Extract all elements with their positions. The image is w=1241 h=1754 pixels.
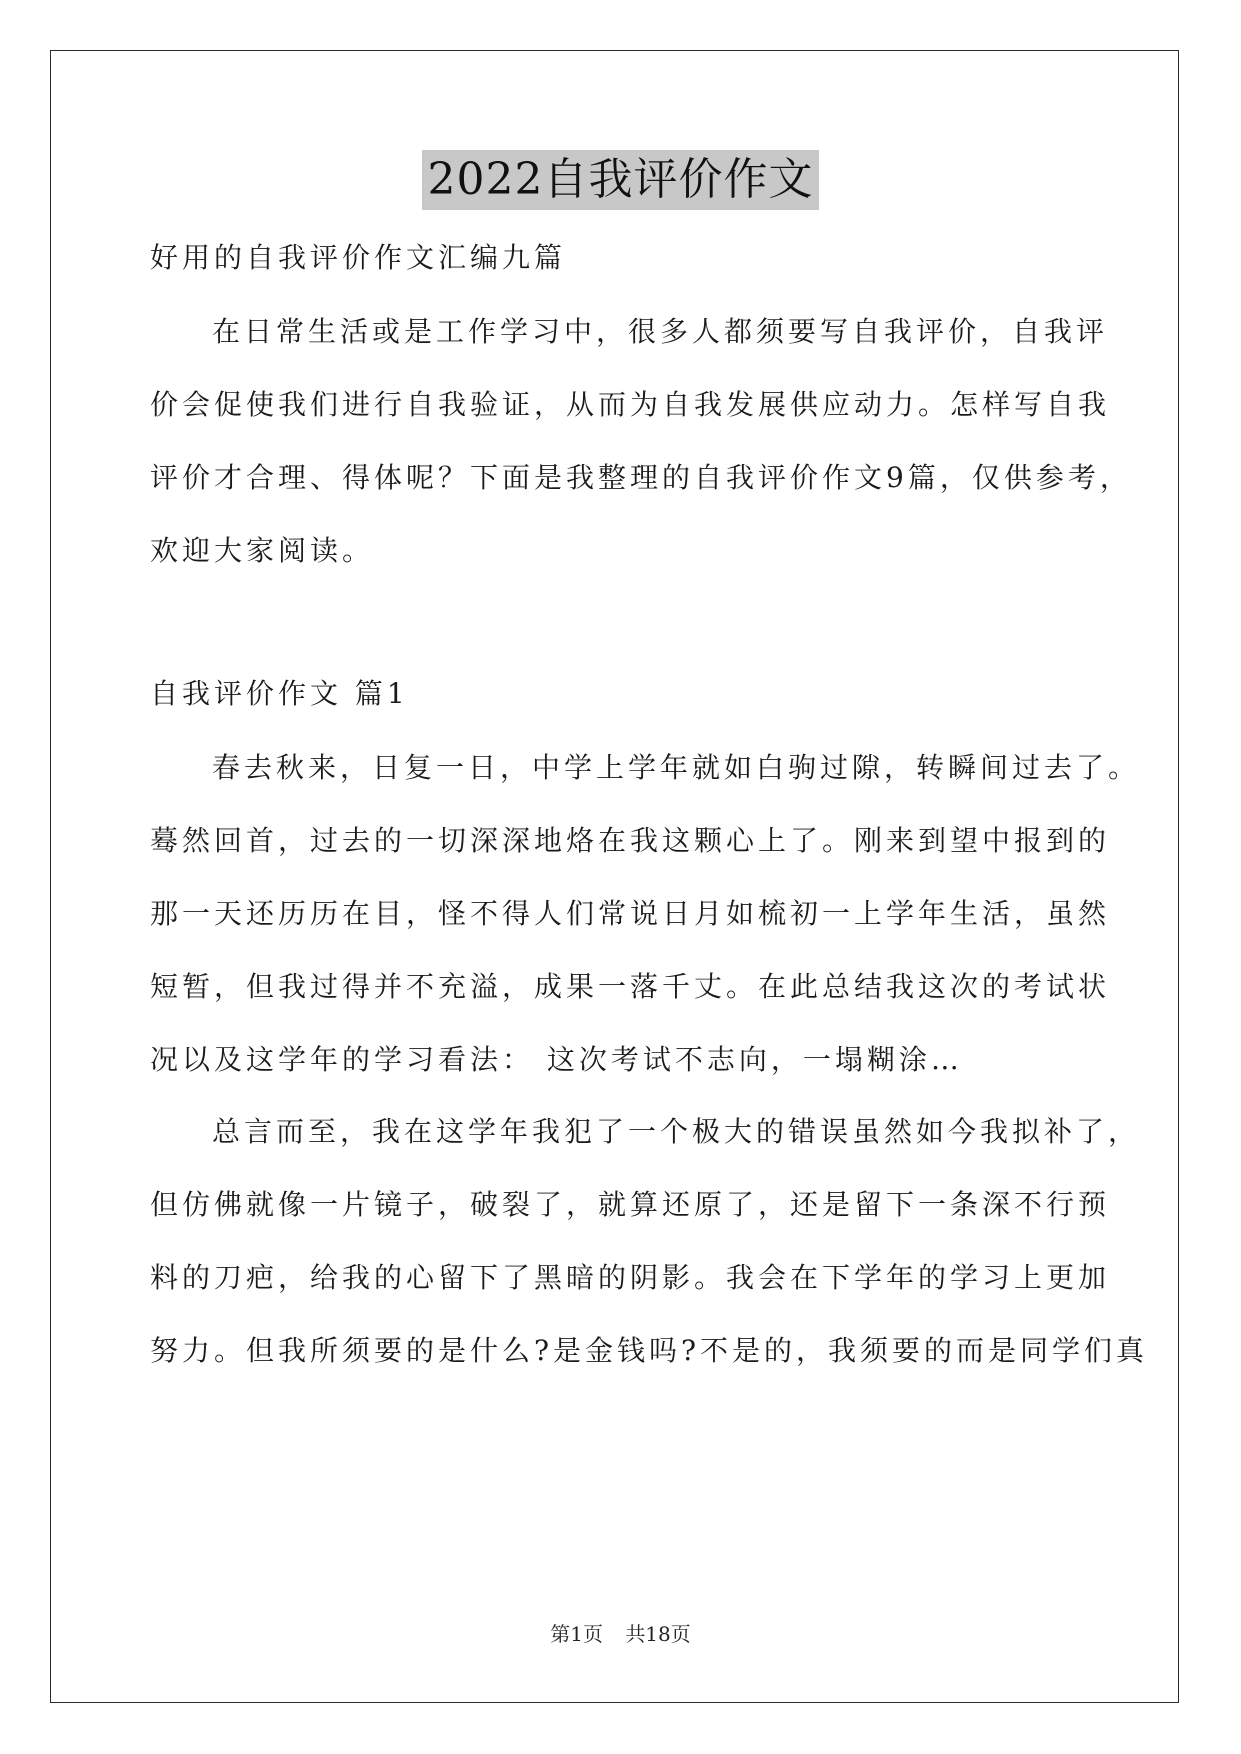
intro-line: 在日常生活或是工作学习中，很多人都须要写自我评价，自我评 bbox=[212, 315, 1109, 348]
page-footer bbox=[0, 1620, 1241, 1648]
para1-line: 蓦然回首，过去的一切深深地烙在我这颗心上了。刚来到望中报到的 bbox=[150, 824, 1111, 857]
intro-line: 价会促使我们进行自我验证，从而为自我发展供应动力。怎样写自我 bbox=[150, 388, 1111, 421]
para1-line: 春去秋来，日复一日，中学上学年就如白驹过隙，转瞬间过去了。 bbox=[212, 751, 1141, 784]
para2-line: 努力。但我所须要的是什么?是金钱吗?不是的，我须要的而是同学们真 bbox=[150, 1334, 1149, 1367]
subtitle: 好用的自我评价作文汇编九篇 bbox=[150, 241, 567, 274]
para1-line: 况以及这学年的学习看法： 这次考试不志向，一塌糊涂… bbox=[150, 1043, 963, 1076]
title-wrap bbox=[0, 150, 1241, 210]
intro-line: 评价才合理、得体呢？下面是我整理的自我评价作文9篇，仅供参考， bbox=[150, 461, 1132, 494]
section-heading: 自我评价作文 篇1 bbox=[150, 677, 409, 710]
para1-line: 短暂，但我过得并不充溢，成果一落千丈。在此总结我这次的考试状 bbox=[150, 970, 1111, 1003]
page-border bbox=[50, 50, 1179, 1703]
intro-line: 欢迎大家阅读。 bbox=[150, 534, 375, 567]
para2-line: 但仿佛就像一片镜子，破裂了，就算还原了，还是留下一条深不行预 bbox=[150, 1188, 1111, 1221]
document-title: 2022自我评价作文 bbox=[422, 150, 820, 210]
para2-line: 总言而至，我在这学年我犯了一个极大的错误虽然如今我拟补了， bbox=[212, 1115, 1141, 1148]
page-total: 共18页 bbox=[625, 1622, 691, 1646]
para2-line: 料的刀疤，给我的心留下了黑暗的阴影。我会在下学年的学习上更加 bbox=[150, 1261, 1111, 1294]
para1-line: 那一天还历历在目，怪不得人们常说日月如梳初一上学年生活，虽然 bbox=[150, 897, 1111, 930]
page-number: 第1页 bbox=[550, 1622, 603, 1646]
